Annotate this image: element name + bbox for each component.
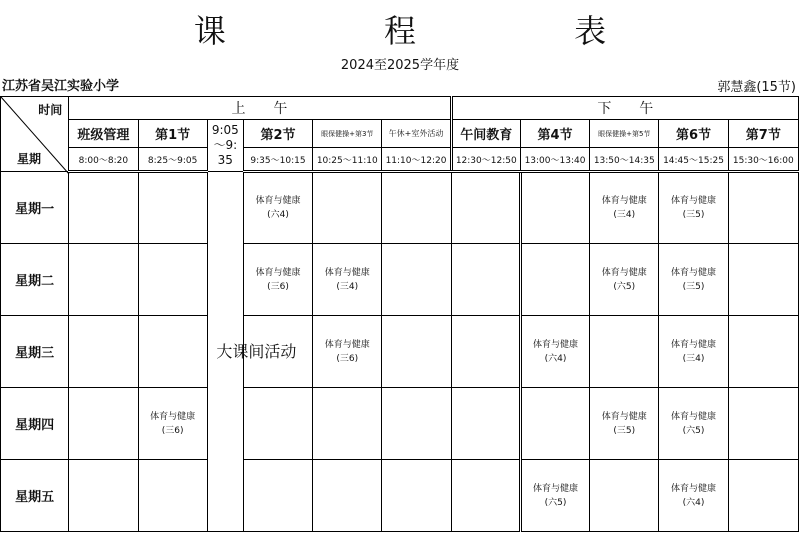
corner-day-label: 星期 xyxy=(17,152,42,166)
teacher-name: 郭慧鑫(15节) xyxy=(717,80,796,95)
class-cell xyxy=(243,460,312,532)
period-time: 12:30～12:50 xyxy=(451,148,520,172)
class-cell: 体育与健康 (六5) xyxy=(520,460,589,532)
class-cell: 体育与健康 (六4) xyxy=(659,460,728,532)
class-cell xyxy=(451,316,520,388)
class-cell: 体育与健康 (三5) xyxy=(659,172,728,244)
class-cell xyxy=(728,244,798,316)
page-title: 课 程 表 xyxy=(193,12,681,50)
period-name: 第4节 xyxy=(520,120,589,148)
class-cell xyxy=(313,172,382,244)
class-cell xyxy=(313,388,382,460)
period-time: 14:45～15:25 xyxy=(659,148,728,172)
class-cell xyxy=(451,172,520,244)
class-cell xyxy=(138,244,207,316)
class-cell xyxy=(451,388,520,460)
class-cell xyxy=(313,460,382,532)
class-cell xyxy=(69,244,138,316)
day-row xyxy=(1,388,799,460)
class-cell xyxy=(520,388,589,460)
class-cell xyxy=(138,460,207,532)
period-name: 眼保健操+第5节 xyxy=(590,120,659,148)
class-cell xyxy=(728,388,798,460)
day-label: 星期五 xyxy=(1,460,69,532)
class-cell xyxy=(728,460,798,532)
big-break-label: 大课间活动 xyxy=(216,341,297,361)
period-name: 第1节 xyxy=(138,120,207,148)
school-name: 江苏省吴江实验小学 xyxy=(2,79,120,94)
class-cell xyxy=(728,172,798,244)
class-cell xyxy=(69,172,138,244)
timetable xyxy=(0,96,799,532)
day-row xyxy=(1,172,799,244)
period-name: 班级管理 xyxy=(69,120,138,148)
afternoon-header: 下午 xyxy=(451,97,798,120)
class-cell: 体育与健康 (三5) xyxy=(659,244,728,316)
class-cell xyxy=(69,316,138,388)
period-time: 15:30～16:00 xyxy=(728,148,798,172)
period-time: 13:00～13:40 xyxy=(520,148,589,172)
day-rows xyxy=(1,172,799,532)
big-break-time xyxy=(207,120,243,172)
period-name: 眼保健操+第3节 xyxy=(313,120,382,148)
day-row xyxy=(1,460,799,532)
class-cell: 体育与健康 (三4) xyxy=(313,244,382,316)
period-time: 9:35～10:15 xyxy=(243,148,312,172)
class-cell xyxy=(382,172,451,244)
period-name: 第7节 xyxy=(728,120,798,148)
period-name: 第2节 xyxy=(243,120,312,148)
class-cell: 体育与健康 (六4) xyxy=(243,172,312,244)
class-cell xyxy=(382,316,451,388)
period-time: 11:10～12:20 xyxy=(382,148,451,172)
corner-time-label: 时间 xyxy=(38,103,63,117)
class-cell xyxy=(382,460,451,532)
day-label: 星期四 xyxy=(1,388,69,460)
class-cell xyxy=(138,316,207,388)
class-cell xyxy=(69,388,138,460)
period-time: 8:00～8:20 xyxy=(69,148,138,172)
class-cell: 体育与健康 (三6) xyxy=(313,316,382,388)
class-cell: 体育与健康 (六4) xyxy=(520,316,589,388)
period-time: 8:25～9:05 xyxy=(138,148,207,172)
class-cell: 体育与健康 (六5) xyxy=(590,244,659,316)
day-label: 星期一 xyxy=(1,172,69,244)
period-time: 13:50～14:35 xyxy=(590,148,659,172)
class-cell: 体育与健康 (三6) xyxy=(138,388,207,460)
class-cell xyxy=(728,316,798,388)
class-cell: 体育与健康 (三6) xyxy=(243,244,312,316)
class-cell xyxy=(520,172,589,244)
period-name: 午休+室外活动 xyxy=(382,120,451,148)
day-row xyxy=(1,244,799,316)
class-cell xyxy=(69,460,138,532)
period-name: 午间教育 xyxy=(451,120,520,148)
class-cell: 体育与健康 (三4) xyxy=(659,316,728,388)
corner-header xyxy=(1,97,69,172)
class-cell: 体育与健康 (三5) xyxy=(590,388,659,460)
day-label: 星期二 xyxy=(1,244,69,316)
day-label: 星期三 xyxy=(1,316,69,388)
class-cell: 体育与健康 (三4) xyxy=(590,172,659,244)
day-row xyxy=(1,316,799,388)
class-cell xyxy=(382,244,451,316)
class-cell xyxy=(382,388,451,460)
class-cell: 体育与健康 (六5) xyxy=(659,388,728,460)
period-name: 第6节 xyxy=(659,120,728,148)
class-cell xyxy=(590,460,659,532)
school-year: 2024至2025学年度 xyxy=(340,58,460,73)
period-time: 10:25～11:10 xyxy=(313,148,382,172)
class-cell xyxy=(138,172,207,244)
class-cell xyxy=(243,388,312,460)
big-break-time-text: 9:05～9:35 xyxy=(211,123,239,167)
class-cell xyxy=(590,316,659,388)
class-cell xyxy=(451,244,520,316)
morning-header: 上午 xyxy=(69,97,451,120)
class-cell xyxy=(451,460,520,532)
class-cell xyxy=(520,244,589,316)
